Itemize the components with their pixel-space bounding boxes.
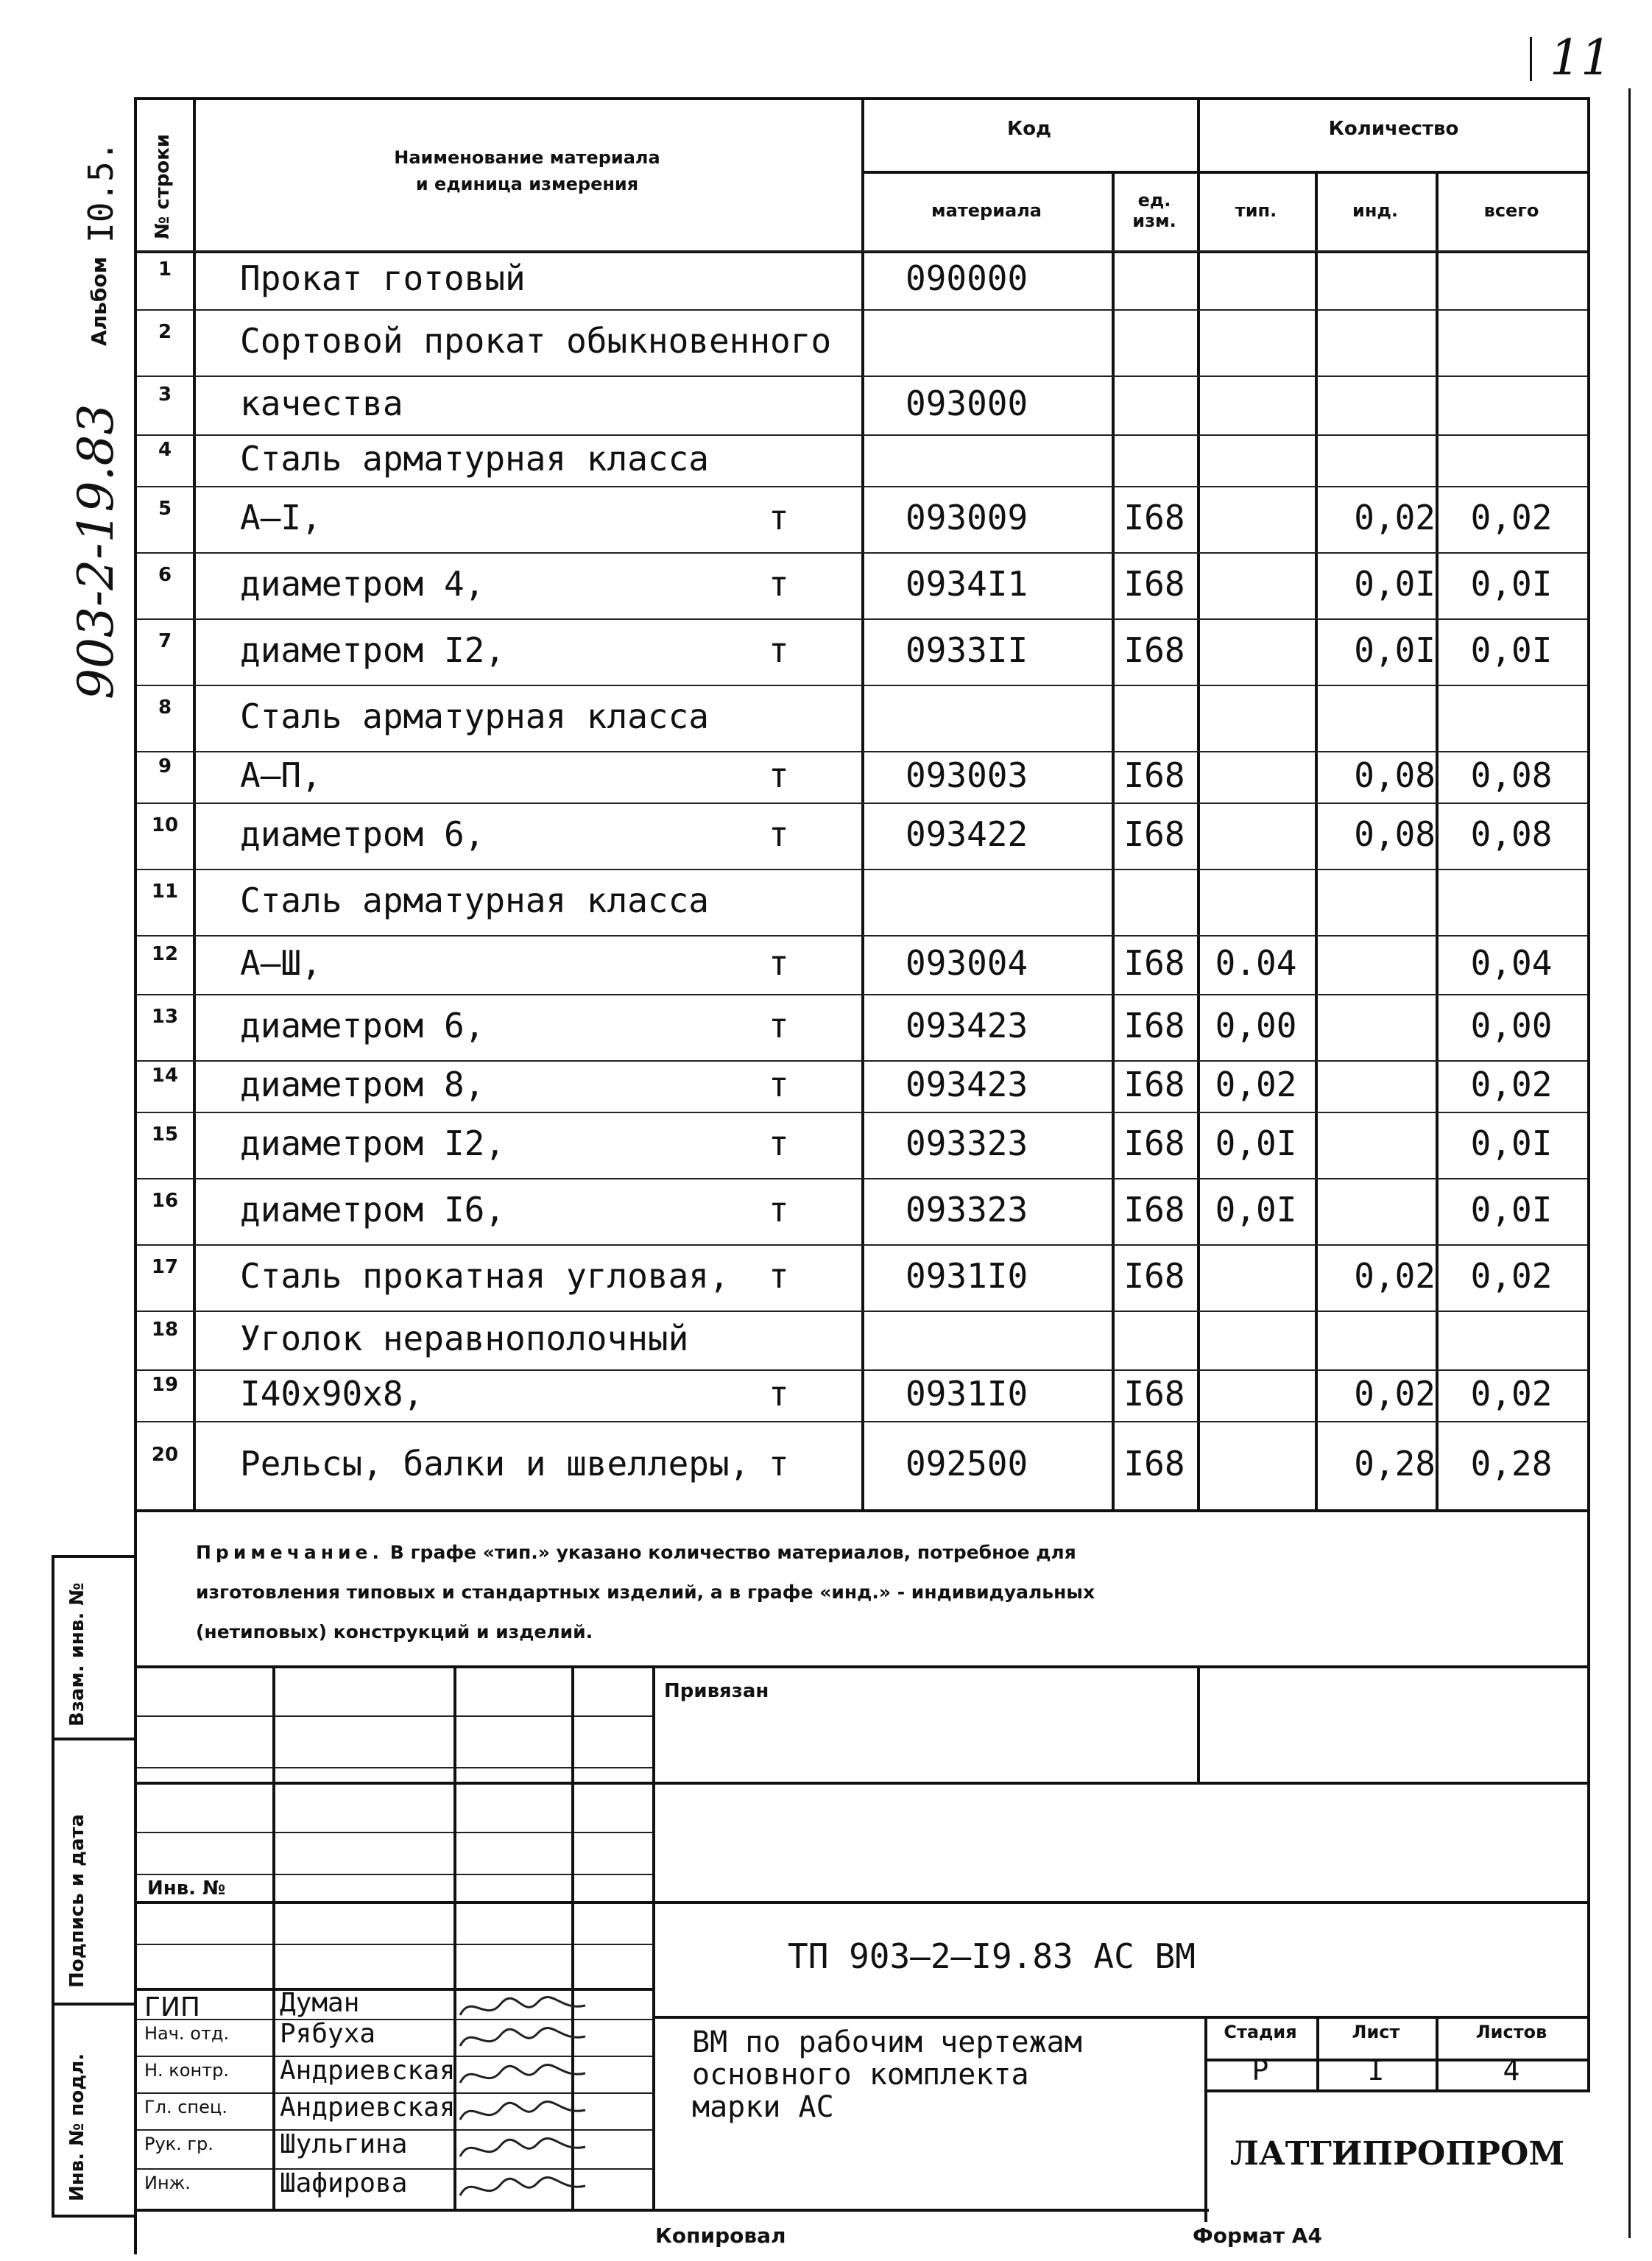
row-unit-code: I68 bbox=[1123, 1256, 1185, 1296]
stamp-person-role: ГИП bbox=[144, 1992, 200, 2022]
header-name-line1: Наименование материала bbox=[394, 147, 660, 168]
table-row bbox=[0, 486, 1620, 552]
table-row bbox=[0, 375, 1620, 434]
stamp-sheets-label: Листов bbox=[1475, 2022, 1547, 2042]
note-text-2: изготовления типовых и стандартных изделий, а в графе «инд.» - индивидуальных bbox=[196, 1581, 1095, 1603]
header-quantity: Количество bbox=[1328, 118, 1459, 140]
stamp-person-signature bbox=[456, 2057, 589, 2094]
stamp-person-name: Рябуха bbox=[280, 2019, 376, 2049]
stamp-title-1: ВМ по рабочим чертежам bbox=[692, 2025, 1082, 2059]
table-row bbox=[0, 552, 1620, 618]
stamp-title bbox=[692, 2026, 1082, 2123]
table-row bbox=[0, 1244, 1620, 1311]
row-number: 6 bbox=[158, 564, 172, 586]
row-unit-letter: т bbox=[769, 630, 789, 670]
project-code-handwritten: 903-2-19.83 bbox=[68, 403, 124, 699]
stamp-person-role: Инж. bbox=[144, 2173, 191, 2193]
row-unit-letter: т bbox=[769, 755, 789, 795]
row-unit-code: I68 bbox=[1123, 1190, 1185, 1230]
row-qty-typ: 0,0I bbox=[1215, 1190, 1297, 1230]
row-code: 0934I1 bbox=[906, 564, 1028, 604]
row-unit-letter: т bbox=[769, 1256, 789, 1296]
album-label: Альбом bbox=[87, 256, 111, 346]
row-code: 093423 bbox=[906, 1065, 1028, 1104]
row-number: 12 bbox=[151, 943, 179, 965]
row-qty-total: 0,0I bbox=[1470, 564, 1553, 604]
row-number: 17 bbox=[151, 1256, 179, 1278]
row-qty-ind: 0,02 bbox=[1354, 1256, 1436, 1296]
row-qty-typ: 0,0I bbox=[1215, 1124, 1297, 1163]
row-qty-typ: 0,00 bbox=[1215, 1006, 1297, 1045]
stamp-org: ЛАТГИПРОПРОМ bbox=[1229, 2135, 1565, 2173]
row-number: 4 bbox=[158, 439, 172, 461]
stamp-row-line-4 bbox=[137, 1874, 652, 1875]
row-code: 0931I0 bbox=[906, 1256, 1028, 1296]
stamp-sheet: I bbox=[1367, 2054, 1385, 2087]
page-number: 11 bbox=[1550, 29, 1612, 86]
row-code: 090000 bbox=[906, 258, 1028, 298]
row-qty-total: 0,28 bbox=[1470, 1444, 1553, 1484]
row-name: Сталь прокатная угловая, bbox=[240, 1256, 730, 1296]
stamp-person-signature bbox=[456, 2020, 589, 2057]
row-name: А–Ш, bbox=[240, 943, 322, 983]
row-number: 8 bbox=[158, 696, 172, 719]
table-row bbox=[0, 618, 1620, 685]
row-name: диаметром 8, bbox=[240, 1065, 485, 1104]
row-unit-code: I68 bbox=[1123, 498, 1185, 537]
row-unit-code: I68 bbox=[1123, 630, 1185, 670]
stamp-person-name: Андриевская bbox=[280, 2092, 456, 2123]
header-qty-total: всего bbox=[1483, 200, 1539, 221]
table-row bbox=[0, 994, 1620, 1060]
row-qty-total: 0,02 bbox=[1470, 498, 1553, 537]
table-row bbox=[0, 250, 1620, 309]
table-row bbox=[0, 1311, 1620, 1369]
row-code: 093000 bbox=[906, 384, 1028, 423]
row-name: диаметром 6, bbox=[240, 1006, 485, 1045]
stamp-person-signature bbox=[456, 2170, 589, 2207]
note-block bbox=[196, 1533, 1580, 1652]
row-name: I40x90x8, bbox=[240, 1374, 424, 1414]
row-number: 9 bbox=[158, 755, 172, 777]
row-unit-letter: т bbox=[769, 1374, 789, 1414]
row-name: диаметром I6, bbox=[240, 1190, 506, 1230]
row-code: 093323 bbox=[906, 1190, 1028, 1230]
row-number: 1 bbox=[158, 258, 172, 281]
row-code: 093009 bbox=[906, 498, 1028, 537]
header-code-unit: ед. изм. bbox=[1132, 190, 1176, 231]
row-name: Прокат готовый bbox=[240, 258, 526, 298]
row-qty-ind: 0,02 bbox=[1354, 1374, 1436, 1414]
row-unit-letter: т bbox=[769, 1006, 789, 1045]
row-qty-total: 0,02 bbox=[1470, 1374, 1553, 1414]
stamp-binding-label: Привязан bbox=[664, 1680, 769, 1702]
table-row bbox=[0, 1178, 1620, 1244]
row-name: А–П, bbox=[240, 755, 322, 795]
header-row-no: № строки bbox=[152, 133, 174, 239]
stamp-right-border bbox=[1587, 1665, 1590, 2092]
stamp-sheets: 4 bbox=[1503, 2054, 1520, 2087]
row-name: диаметром 4, bbox=[240, 564, 485, 604]
row-unit-letter: т bbox=[769, 1065, 789, 1104]
row-number: 16 bbox=[151, 1190, 179, 1212]
row-qty-ind: 0,0I bbox=[1354, 630, 1436, 670]
row-unit-letter: т bbox=[769, 564, 789, 604]
row-name: Сталь арматурная класса bbox=[240, 696, 709, 736]
header-name-line2: и единица измерения bbox=[415, 174, 639, 194]
row-code: 0933II bbox=[906, 630, 1028, 670]
stamp-col-main bbox=[652, 1665, 655, 2210]
row-name: качества bbox=[240, 384, 403, 423]
row-qty-total: 0,0I bbox=[1470, 630, 1553, 670]
table-row bbox=[0, 1112, 1620, 1178]
stamp-person-role: Н. контр. bbox=[144, 2060, 230, 2081]
row-unit-code: I68 bbox=[1123, 1006, 1185, 1045]
table-row bbox=[0, 935, 1620, 994]
stamp-person-name: Думан bbox=[280, 1988, 360, 2018]
row-qty-total: 0,08 bbox=[1470, 814, 1553, 854]
header-code: Код bbox=[1006, 118, 1052, 140]
table-row bbox=[0, 869, 1620, 935]
row-qty-typ: 0.04 bbox=[1215, 943, 1297, 983]
row-number: 11 bbox=[151, 881, 179, 903]
header-name bbox=[193, 144, 861, 197]
row-number: 3 bbox=[158, 384, 172, 406]
note-text-1: В графе «тип.» указано количество материалов, потребное для bbox=[389, 1542, 1076, 1563]
stamp-stage-bottom bbox=[1204, 2089, 1590, 2092]
row-qty-total: 0,0I bbox=[1470, 1190, 1553, 1230]
right-edge-line bbox=[1628, 88, 1631, 2238]
stamp-person-signature bbox=[456, 2131, 589, 2167]
row-qty-total: 0,02 bbox=[1470, 1065, 1553, 1104]
stamp-inv-line bbox=[137, 1901, 1590, 1904]
row-code: 093003 bbox=[906, 755, 1028, 795]
margin-col-line bbox=[52, 1555, 54, 2218]
stamp-person-role: Рук. гр. bbox=[144, 2134, 213, 2154]
row-code: 093004 bbox=[906, 943, 1028, 983]
stamp-stage-label: Стадия bbox=[1224, 2022, 1297, 2042]
row-name: Сталь арматурная класса bbox=[240, 439, 709, 479]
margin-bottom-line bbox=[52, 2215, 137, 2218]
table-row bbox=[0, 309, 1620, 375]
margin-line-3 bbox=[52, 2003, 137, 2006]
header-qty-typ: тип. bbox=[1235, 200, 1277, 221]
row-number: 15 bbox=[151, 1124, 179, 1146]
row-name: Сортовой прокат обыкновенного bbox=[240, 321, 832, 361]
row-name: А–I, bbox=[240, 498, 322, 537]
table-row bbox=[0, 434, 1620, 486]
row-unit-code: I68 bbox=[1123, 564, 1185, 604]
row-unit-code: I68 bbox=[1123, 1374, 1185, 1414]
row-unit-letter: т bbox=[769, 814, 789, 854]
stamp-person-name: Андриевская bbox=[280, 2056, 456, 2086]
page-number-divider bbox=[1530, 37, 1532, 81]
table-row bbox=[0, 1369, 1620, 1421]
stamp-person-role: Нач. отд. bbox=[144, 2023, 230, 2044]
row-number: 18 bbox=[151, 1319, 179, 1341]
row-unit-letter: т bbox=[769, 1190, 789, 1230]
stamp-person-signature bbox=[456, 2094, 589, 2131]
row-qty-total: 0,04 bbox=[1470, 943, 1553, 983]
stamp-person-role: Гл. спец. bbox=[144, 2097, 227, 2117]
note-text-3: (нетиповых) конструкций и изделий. bbox=[196, 1621, 593, 1643]
row-qty-ind: 0,08 bbox=[1354, 755, 1436, 795]
stamp-col-stage bbox=[1204, 2016, 1207, 2222]
table-row bbox=[0, 685, 1620, 751]
stamp-title-2: основного комплекта bbox=[692, 2058, 1029, 2092]
row-number: 5 bbox=[158, 498, 172, 520]
row-qty-ind: 0,08 bbox=[1354, 814, 1436, 854]
row-qty-total: 0,00 bbox=[1470, 1006, 1553, 1045]
table-row bbox=[0, 751, 1620, 803]
row-qty-total: 0,0I bbox=[1470, 1124, 1553, 1163]
stamp-row-line-1 bbox=[137, 1715, 652, 1717]
table-row bbox=[0, 1421, 1620, 1509]
margin-line-2 bbox=[52, 1738, 137, 1740]
stamp-person-name: Шафирова bbox=[280, 2168, 408, 2198]
row-name: диаметром I2, bbox=[240, 1124, 506, 1163]
row-qty-ind: 0,02 bbox=[1354, 498, 1436, 537]
row-name: диаметром I2, bbox=[240, 630, 506, 670]
note-label: Примечание. bbox=[196, 1542, 384, 1563]
stamp-doc-code: ТП 903–2–I9.83 АС ВМ bbox=[788, 1936, 1196, 1976]
row-name: диаметром 6, bbox=[240, 814, 485, 854]
stamp-person-name: Шульгина bbox=[280, 2129, 408, 2159]
header-code-material: материала bbox=[931, 200, 1042, 221]
margin-top-line bbox=[52, 1555, 137, 1558]
album-value: I0.5. bbox=[81, 141, 121, 243]
row-unit-letter: т bbox=[769, 943, 789, 983]
stamp-col-binding-right bbox=[1197, 1665, 1200, 1783]
header-qty-ind: инд. bbox=[1352, 200, 1398, 221]
stamp-sheet-label: Лист bbox=[1352, 2022, 1400, 2042]
stamp-col-role bbox=[272, 1665, 275, 2210]
row-code: 092500 bbox=[906, 1444, 1028, 1484]
row-unit-letter: т bbox=[769, 1444, 789, 1484]
row-number: 7 bbox=[158, 630, 172, 652]
row-number: 2 bbox=[158, 321, 172, 343]
row-unit-letter: т bbox=[769, 1124, 789, 1163]
row-qty-typ: 0,02 bbox=[1215, 1065, 1297, 1104]
row-unit-letter: т bbox=[769, 498, 789, 537]
row-code: 093423 bbox=[906, 1006, 1028, 1045]
row-code: 0931I0 bbox=[906, 1374, 1028, 1414]
row-name: Сталь арматурная класса bbox=[240, 881, 709, 920]
row-number: 14 bbox=[151, 1065, 179, 1087]
stamp-row-line-3 bbox=[137, 1832, 652, 1833]
row-code: 093422 bbox=[906, 814, 1028, 854]
row-name: Уголок неравнополочный bbox=[240, 1319, 689, 1358]
stamp-binding-bottom bbox=[137, 1782, 1590, 1785]
row-name: Рельсы, балки и швеллеры, bbox=[240, 1444, 750, 1484]
row-number: 20 bbox=[151, 1444, 179, 1466]
header-mid-line bbox=[861, 171, 1590, 174]
row-code: 093323 bbox=[906, 1124, 1028, 1163]
stamp-inv-label: Инв. № bbox=[147, 1877, 226, 1900]
stamp-row-line-2 bbox=[137, 1767, 652, 1768]
stamp-row-line-5 bbox=[137, 1944, 652, 1945]
table-row bbox=[0, 1060, 1620, 1112]
row-qty-ind: 0,28 bbox=[1354, 1444, 1436, 1484]
table-row bbox=[0, 803, 1620, 869]
margin-inv-podl: Инв. № подл. bbox=[66, 2053, 88, 2201]
row-number: 13 bbox=[151, 1006, 179, 1028]
row-unit-code: I68 bbox=[1123, 755, 1185, 795]
stamp-title-top bbox=[652, 2016, 1590, 2019]
row-unit-code: I68 bbox=[1123, 814, 1185, 854]
row-unit-code: I68 bbox=[1123, 1444, 1185, 1484]
row-number: 19 bbox=[151, 1374, 179, 1396]
row-qty-ind: 0,0I bbox=[1354, 564, 1436, 604]
stamp-top-line bbox=[134, 1665, 1590, 1668]
footer-format: Формат А4 bbox=[1193, 2223, 1322, 2248]
row-qty-total: 0,02 bbox=[1470, 1256, 1553, 1296]
stamp-stage: Р bbox=[1252, 2054, 1269, 2087]
row-qty-total: 0,08 bbox=[1470, 755, 1553, 795]
row-unit-code: I68 bbox=[1123, 1124, 1185, 1163]
footer-copied: Копировал bbox=[655, 2223, 786, 2248]
table-body-bottom bbox=[134, 1509, 1590, 1512]
row-unit-code: I68 bbox=[1123, 1065, 1185, 1104]
row-unit-code: I68 bbox=[1123, 943, 1185, 983]
stamp-title-3: марки АС bbox=[692, 2090, 834, 2124]
margin-vzam: Взам. инв. № bbox=[66, 1582, 88, 1726]
margin-podpis: Подпись и дата bbox=[66, 1813, 88, 1988]
stamp-bottom-line bbox=[134, 2209, 1209, 2212]
row-number: 10 bbox=[151, 814, 179, 836]
